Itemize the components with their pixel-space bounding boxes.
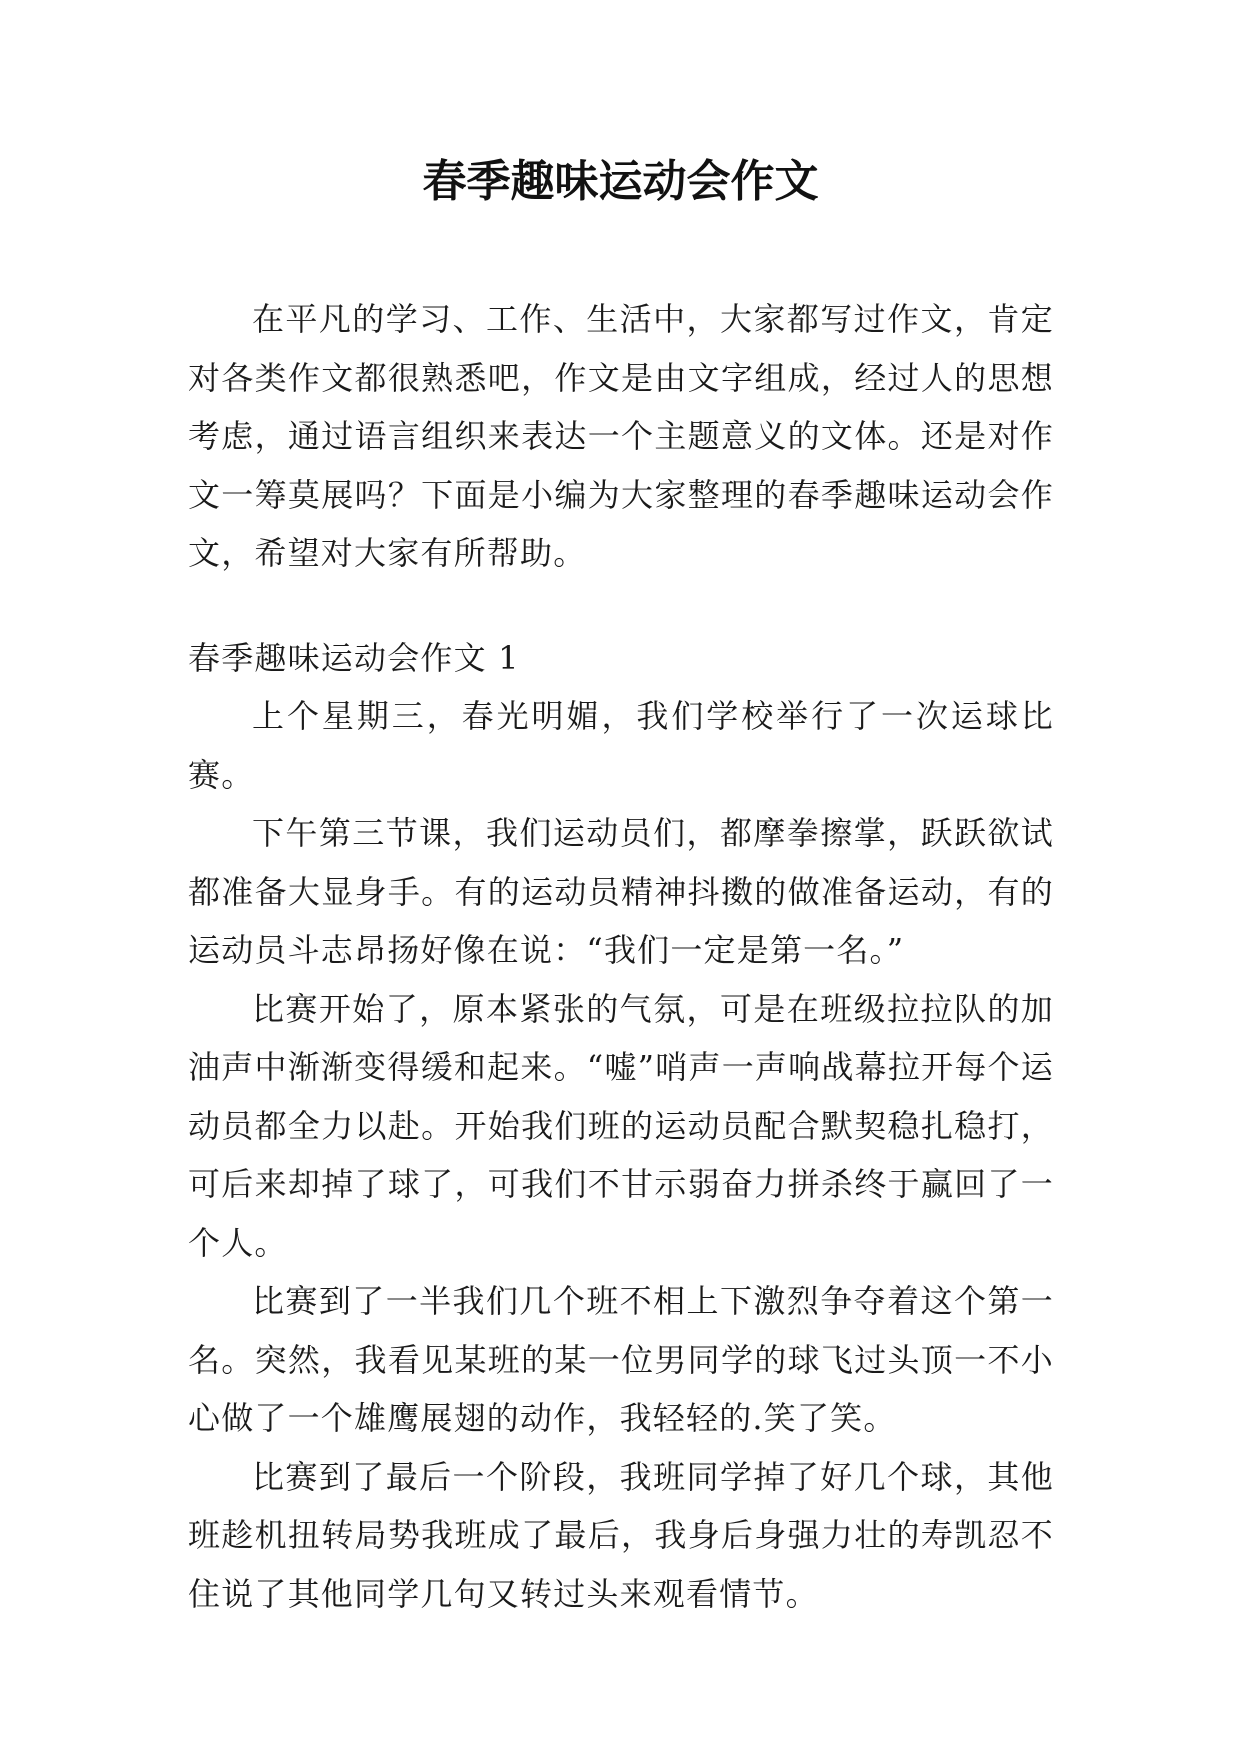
body-paragraph: 下午第三节课，我们运动员们，都摩拳擦掌，跃跃欲试都准备大显身手。有的运动员精神抖擞的做准备运动，有的运动员斗志昂扬好像在说：“我们一定是第一名。” — [188, 814, 1054, 969]
body-paragraph: 比赛开始了，原本紧张的气氛，可是在班级拉拉队的加油声中渐渐变得缓和起来。“嘘”哨声一声响战幕拉开每个运动员都全力以赴。开始我们班的运动员配合默契稳扎稳打，可后来却掉了球了，可我们不甘示弱奋力拼杀终于赢回了一个人。 — [188, 989, 1054, 1262]
section-heading: 春季趣味运动会作文 1 — [188, 638, 520, 677]
body-paragraph: 上个星期三，春光明媚，我们学校举行了一次运球比赛。 — [188, 697, 1054, 794]
body-paragraph: 比赛到了最后一个阶段，我班同学掉了好几个球，其他班趁机扭转局势我班成了最后，我身后身强力壮的寿凯忍不住说了其他同学几句又转过头来观看情节。 — [188, 1457, 1054, 1613]
body-paragraph: 比赛到了一半我们几个班不相上下激烈争夺着这个第一名。突然，我看见某班的某一位男同学的球飞过头顶一不小心做了一个雄鹰展翅的动作，我轻轻的.笑了笑。 — [188, 1282, 1054, 1437]
document-body — [188, 290, 1054, 1623]
document-title: 春季趣味运动会作文 — [422, 156, 819, 207]
intro-paragraph: 在平凡的学习、工作、生活中，大家都写过作文，肯定对各类作文都很熟悉吧，作文是由文字组成，经过人的思想考虑，通过语言组织来表达一个主题意义的文体。还是对作文一筹莫展吗？下面是小编为大家整理的春季趣味运动会作文，希望对大家有所帮助。 — [188, 300, 1054, 572]
